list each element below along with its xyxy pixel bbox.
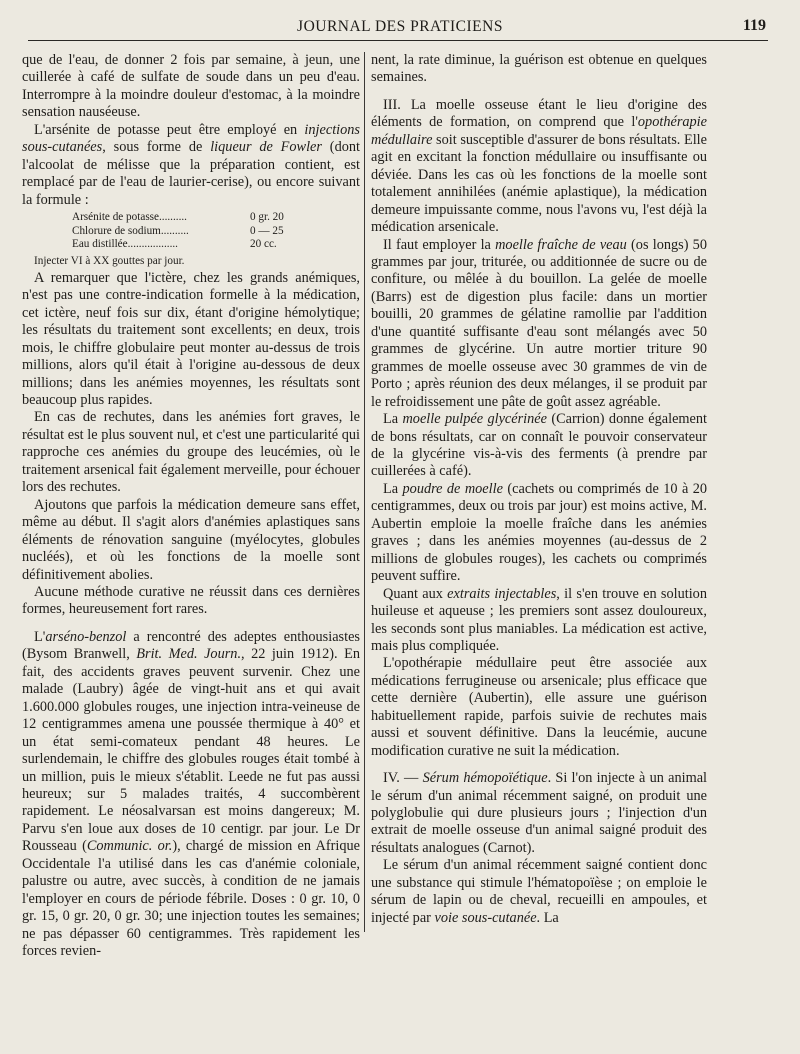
page-number: 119 [742,17,766,34]
paragraph: nent, la rate diminue, la guérison est obtenue en quelques semaines. [371,52,707,86]
paragraph: A remarquer que l'ictère, chez les grands anémiques, n'est pas une contre-indication formelle à la médication, cet ictère, neuf fois sur dix, étant d'origine hémolytique; les résultats du traitement sont excellents; en deux, trois mois, le chiffre globulaire peut monter au-dessus de trois millions, alors qu'il était à l'origine au-dessous de deux millions; dans les anémies moyennes, les résultats sont beaucoup plus rapides. [22,269,360,409]
paragraph: La poudre de moelle (cachets ou comprimés de 10 à 20 centigrammes, deux ou trois par jour) est moins active, M. Aubertin emploie la moelle fraîche dans les anémies graves ; dans les anémies moyennes (au-dessus de 2 millions de globules rouges), les cachets ou comprimés peuvent suffire. [371,480,708,585]
paragraph: Aucune méthode curative ne réussit dans ces dernières formes, heureusement fort rares. [22,584,360,618]
paragraph: Il faut employer la moelle fraîche de veau (os longs) 50 grammes par jour, triturée, ou additionnée de sucre ou de confiture, ou mêlée à du bouillon. La gelée de moelle (Barrs) est de digestion plus facile: dans un mortier bouilli, 20 grammes de gélatine ramollie par l'addition d'une quantité suffisante d'eau sont mélangés avec 50 grammes de glycérine. Un autre mortier triture 90 grammes de moelle osseuse avec 30 grammes de vin de Porto ; après réunion des deux mélanges, il se produit par le refroidissement une pâte de goût assez agréable. [371,236,707,410]
formula-row: Chlorure de sodium.......... 0 — 25 [72,224,284,237]
paragraph: Ajoutons que parfois la médication demeure sans effet, même au début. Il s'agit alors d'anémies aplastiques sans éléments de rénovation sanguine (myélocytes, globules nucléés), et où les fonctions de la moelle sont définitivement abolies. [22,496,360,583]
paragraph: III. La moelle osseuse étant le lieu d'origine des éléments de formation, on comprend que l'opothérapie médullaire soit susceptible d'assurer de bons résultats. Elle agit en excitant la fonction médullaire ou insuffisante ou déviée. Dans les cas où les fonctions de la moelle sont totalement annihilées (anémie aplastique), la médication demeure impuissante comme, nous l'avons vu, l'est déjà la médication arsenicale. [371,96,707,236]
left-column [22,52,360,1052]
page-header [28,14,772,40]
paragraph: L'arsénite de potasse peut être employé en injections sous-cutanées, sous forme de liqueur de Fowler (dont l'alcoolat de mélisse que la préparation contient, est remplacé par de l'eau de laurier-cerise), ou encore suivant la formule : [22,121,360,208]
paragraph: que de l'eau, de donner 2 fois par semaine, à jeun, une cuillerée à café de sulfate de soude dans un peu d'eau. Interrompre à la moindre douleur d'estomac, à la moindre sensation nauséeuse. [22,52,360,121]
paragraph: IV. — Sérum hémopoïétique. Si l'on injecte à un animal le sérum d'un animal récemment saigné, on produit une polyglobulie qui dure plusieurs jours ; l'injection d'un extrait de moelle osseuse d'un animal saigné produit des résultats analogues (Carnot). [371,770,708,856]
formula-row: Arsénite de potasse.......... 0 gr. 20 [72,211,284,224]
paragraph: En cas de rechutes, dans les anémies fort graves, le résultat est le plus souvent nul, et c'est une particularité qui rapproche ces anémies du groupe des leucémies, où le traitement arsenical fait également merveille, pour échouer lors des rechutes. [22,409,360,496]
paragraph: Quant aux extraits injectables, il s'en trouve en solution huileuse et aqueuse ; les premiers sont assez douloureux, les seconds sont plus maniables. La médication est active, mais plus compliquée. [371,585,707,654]
paragraph: Le sérum d'un animal récemment saigné contient donc une substance qui stimule l'hématopoïèse ; on emploie le sérum de lapin ou de cheval, recueilli en ampoules, et injecté par voie sous-cutanée. La [371,857,707,926]
journal-title: JOURNAL DES PRATICIENS [297,18,503,35]
formula [72,211,360,252]
paragraph: L'opothérapie médullaire peut être associée aux médications ferrugineuse ou arsenicale; plus efficace que cette dernière (Aubertin), elle assure une guérison habituellement rapide, parfois suivie de rechutes mais aussi et souvent définitive. Dans la leucémie, aucune modification curative ne suit la médication. [371,655,707,759]
paragraph: L'arséno-benzol a rencontré des adeptes enthousiastes (Bysom Branwell, Brit. Med. Journ., 22 juin 1912). En fait, des accidents graves peuvent survenir. Chez une malade (Laubry) âgée de vingt-huit ans et qui avait 1.600.000 globules rouges, une injection intra-veineuse de 12 centigrammes amena une poussée thermique à 40° et un état semi-comateux pendant 48 heures. Le surlendemain, le chiffre des globules rouges était tombé à un million, puis le mieux s'établit. Leede ne fut pas aussi heureux; sur 5 malades traités, 4 succombèrent rapidement. Le néosalvarsan est moins dangereux; M. Parvu s'en loue aux doses de 10 centigr. par jour. Le Dr Rousseau (Communic. or.), chargé de mission en Afrique Occidentale l'a utilisé dans les cas d'anémie coloniale, palustre ou autre, avec succès, à condition de ne jamais l'employer en cours de période fébrile. Doses : 0 gr. 10, 0 gr. 15, 0 gr. 20, 0 gr. 30; une injection toutes les semaines; ne pas dépasser 60 centigrammes. Très rapidement les forces revien- [22,628,360,960]
paragraph: La moelle pulpée glycérinée (Carrion) donne également de bons résultats, car on connaît le pouvoir conservateur de la glycérine vis-à-vis des ferments (à prendre par cuillerées à café). [371,411,707,480]
formula-instruction: Injecter VI à XX gouttes par jour. [34,254,185,267]
right-column [371,52,707,1052]
column-divider [364,52,365,932]
header-rule [28,40,768,41]
formula-row: Eau distillée.................. 20 cc. [72,238,277,251]
